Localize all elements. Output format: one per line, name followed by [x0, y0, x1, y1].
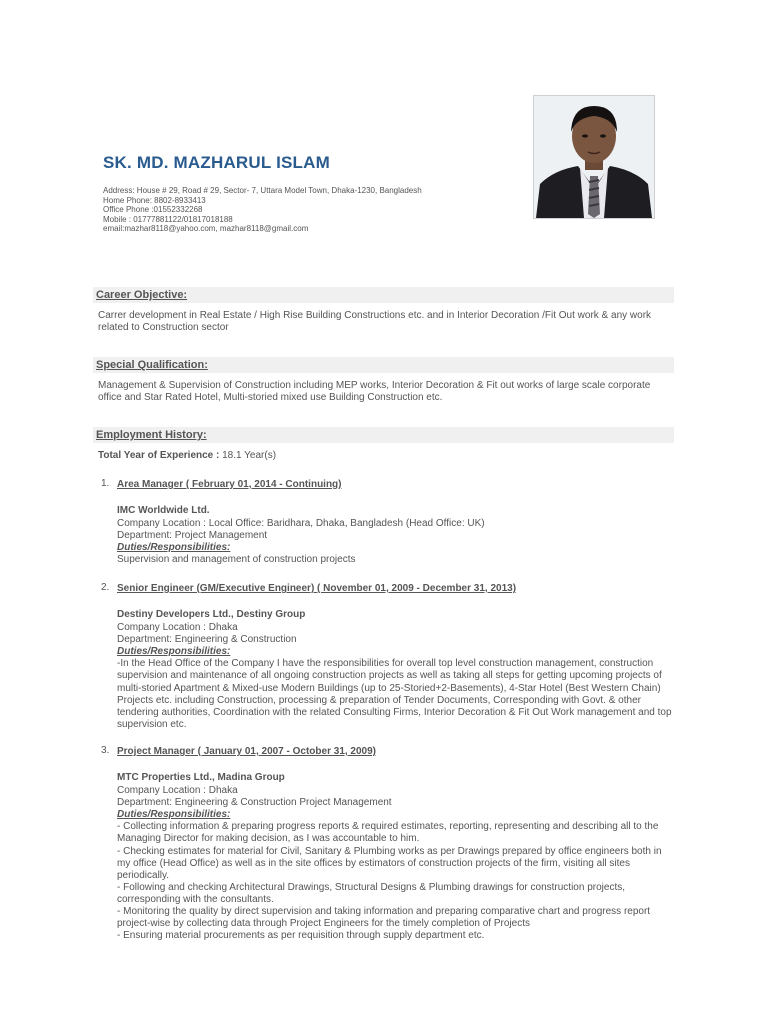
special-qualification-text: Management & Supervision of Construction including MEP works, Interior Decoration & Fit out works of large scale corporate office and Star Rated Hotel, Multi-storied mixed use Building Construction etc. — [98, 380, 651, 403]
duties-label: Duties/Responsibilities: — [117, 542, 231, 554]
job-details — [117, 772, 673, 942]
company-location: Company Location : Local Office: Baridhara, Dhaka, Bangladesh (Head Office: UK) — [117, 518, 485, 530]
duty-item: - Checking estimates for material for Civil, Sanitary & Plumbing works as per Drawings prepared by office engineers both in my office (Head Office) as well as in the site offices by estimators of construction projects of the firm, visiting all sites periodically. — [117, 845, 662, 881]
office-phone: Office Phone :01552332268 — [103, 205, 203, 215]
department: Department: Project Management — [117, 530, 268, 542]
job-title: Area Manager ( February 01, 2014 - Continuing) — [117, 479, 342, 490]
job-number: 2. — [101, 582, 110, 593]
duties-label: Duties/Responsibilities: — [117, 646, 231, 658]
total-experience-value: 18.1 Year(s) — [219, 450, 277, 461]
employment-history-heading — [93, 427, 674, 443]
career-objective-heading — [93, 287, 674, 303]
department: Department: Engineering & Construction Project Management — [117, 797, 392, 809]
job-details — [117, 505, 673, 566]
company-name: MTC Properties Ltd., Madina Group — [117, 772, 285, 783]
special-qualification-title: Special Qualification: — [96, 359, 208, 371]
total-experience-label: Total Year of Experience : — [98, 450, 220, 461]
duty-item: - Ensuring material procurements as per requisition through supply department etc. — [117, 930, 485, 942]
career-objective-title: Career Objective: — [96, 289, 188, 301]
job-number: 3. — [101, 745, 110, 756]
duty-item: -In the Head Office of the Company I have the responsibilities for overall top level construction management, construction supervision and maintenance of all ongoing construction projects as well as taking all steps for getting upcoming projects of multi-storied Apartment & Mixed-use Modern Buildings (up to 25-Storied+2-Basements), 4-Star Hotel (Best Western Chain) Projects etc. including Construction, processing & preparation of Tender Documents, Corresponding with Govt. & other tendering authorities, Coordination with the related Consulting Firms, Interior Decoration & Fit Out Work management and top supervision etc. — [117, 658, 672, 730]
department: Department: Engineering & Construction — [117, 634, 297, 646]
profile-photo — [533, 95, 655, 219]
duty-item: - Collecting information & preparing progress reports & required estimates, reporting, representing and describing all to the Managing Director for making decision, as I was accountable to him. — [117, 821, 659, 845]
job-title: Senior Engineer (GM/Executive Engineer) ( November 01, 2009 - December 31, 2013) — [117, 583, 517, 594]
job-details — [117, 609, 673, 731]
employment-history-title: Employment History: — [96, 429, 207, 441]
duties-label: Duties/Responsibilities: — [117, 809, 231, 821]
address: Address: House # 29, Road # 29, Sector- 7, Uttara Model Town, Dhaka-1230, Bangladesh — [103, 186, 422, 195]
career-objective-text: Carrer development in Real Estate / High Rise Building Constructions etc. and in Interior Decoration /Fit Out work & any work related to Construction sector — [98, 310, 652, 333]
company-location: Company Location : Dhaka — [117, 622, 238, 634]
job-title: Project Manager ( January 01, 2007 - October 31, 2009) — [117, 746, 377, 757]
company-location: Company Location : Dhaka — [117, 785, 238, 797]
home-phone: Home Phone: 8802-8933413 — [103, 195, 206, 205]
duty-item: Supervision and management of construction projects — [117, 554, 356, 566]
contact-info — [103, 186, 422, 234]
candidate-name: SK. MD. MAZHARUL ISLAM — [103, 153, 330, 172]
email: email:mazhar8118@yahoo.com, mazhar8118@gmail.com — [103, 224, 309, 234]
total-experience — [98, 450, 276, 461]
duty-item: - Monitoring the quality by direct supervision and taking information and preparing comparative chart and progress report project-wise by collecting data through Project Engineers for the timely completion of Projects — [117, 906, 651, 930]
special-qualification-heading — [93, 357, 674, 373]
company-name: Destiny Developers Ltd., Destiny Group — [117, 609, 306, 620]
job-number: 1. — [101, 478, 110, 489]
duty-item: - Following and checking Architectural Drawings, Structural Designs & Plumbing drawings for construction projects, corresponding with the consultants. — [117, 881, 626, 905]
company-name: IMC Worldwide Ltd. — [117, 505, 210, 516]
mobile-phone: Mobile : 01777881122/01817018188 — [103, 214, 233, 224]
